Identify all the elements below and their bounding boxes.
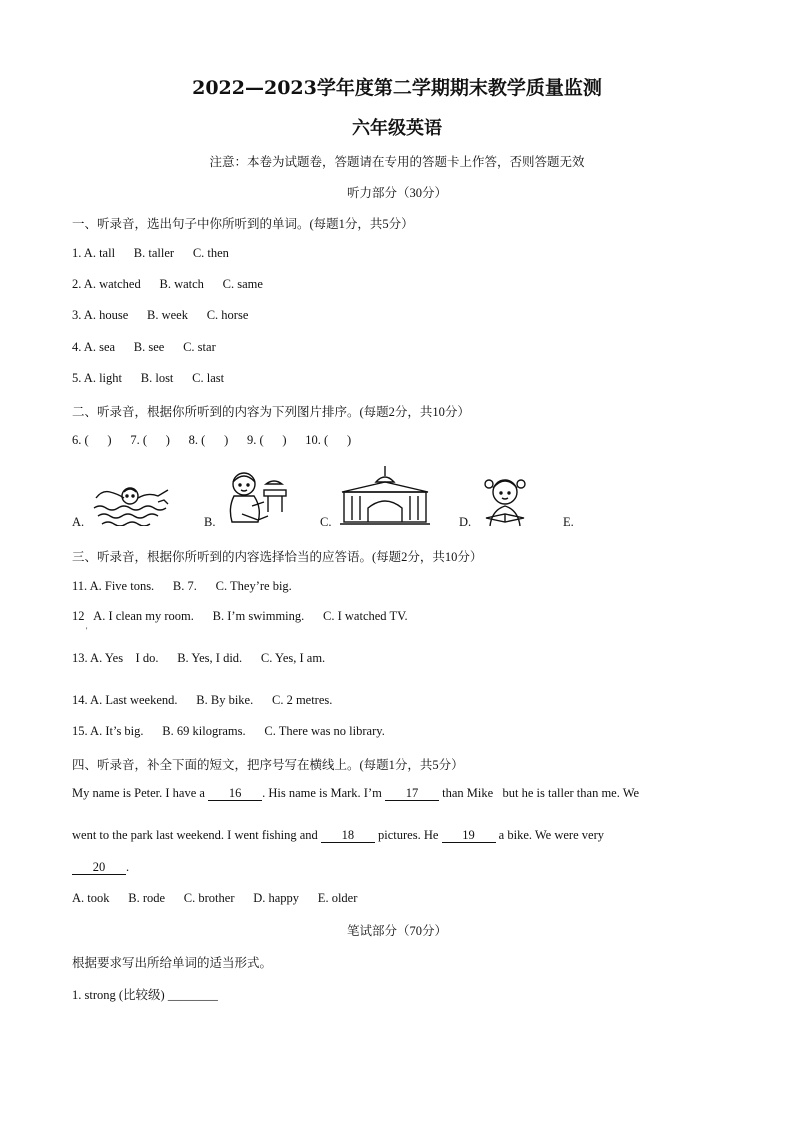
section2-heading: 二、听录音，根据你所听到的内容为下列图片排序。(每题2分，共10分） xyxy=(72,405,470,419)
blank-18: 18 xyxy=(321,828,375,843)
boy-reading-picture xyxy=(222,470,290,528)
passage-text: than Mike but he is taller than me. We xyxy=(438,786,640,800)
picture-label-d: D. xyxy=(459,515,472,529)
question-12: 12 A. I clean my room. B. I’m swimming. C. I watched TV. xyxy=(72,609,408,623)
swimming-boy-picture xyxy=(92,478,176,526)
passage-text: a bike. We were very xyxy=(495,828,604,842)
question-15: 15. A. It’s big. B. 69 kilograms. C. There was no library. xyxy=(72,724,385,738)
picture-label-a: A. xyxy=(72,515,85,529)
listening-part-heading: 听力部分（30分） xyxy=(346,186,447,200)
passage-text: . His name is Mark. I’m xyxy=(262,786,385,800)
passage-text: My name is Peter. I have a xyxy=(72,786,209,800)
blank-20: 20 xyxy=(72,860,126,875)
passage-text: pictures. He xyxy=(374,828,442,842)
question-2: 2. A. watched B. watch C. same xyxy=(72,277,263,291)
writing-instruction: 根据要求写出所给单词的适当形式。 xyxy=(72,956,273,970)
passage-text: went to the park last weekend. I went fishing and xyxy=(72,828,321,842)
section3-heading: 三、听录音，根据你所听到的内容选择恰当的应答语。(每题2分，共10分） xyxy=(72,550,483,564)
passage-text: . xyxy=(126,860,130,874)
section1-heading: 一、听录音，选出句子中你所听到的单词。(每题1分，共5分） xyxy=(72,217,414,231)
blank-17: 17 xyxy=(385,786,439,801)
picture-label-c: C. xyxy=(320,515,332,529)
question-3: 3. A. house B. week C. horse xyxy=(72,308,249,322)
question-13: 13. A. Yes I do. B. Yes, I did. C. Yes, I am. xyxy=(72,651,326,665)
question-4: 4. A. sea B. see C. star xyxy=(72,340,216,354)
blank-16: 16 xyxy=(208,786,262,801)
question-1: 1. A. tall B. taller C. then xyxy=(72,246,229,260)
question-5: 5. A. light B. lost C. last xyxy=(72,371,225,385)
writing-part-heading: 笔试部分（70分） xyxy=(346,924,447,938)
ordering-blanks: 6. ( ) 7. ( ) 8. ( ) 9. ( ) 10. ( ) xyxy=(72,433,352,447)
section4-options: A. took B. rode C. brother D. happy E. older xyxy=(72,891,358,905)
picture-label-b: B. xyxy=(204,515,216,529)
picture-label-e: E. xyxy=(563,515,574,529)
writing-question-1: 1. strong (比较级) ________ xyxy=(72,988,218,1002)
exam-notice: 注意：本卷为试题卷，答题请在专用的答题卡上作答，否则答题无效 xyxy=(209,155,585,169)
question-14: 14. A. Last weekend. B. By bike. C. 2 metres. xyxy=(72,693,333,707)
blank-19: 19 xyxy=(442,828,496,843)
girl-reading-picture xyxy=(476,474,534,528)
exam-subtitle: 六年级英语 xyxy=(352,118,442,139)
stray-mark: ' xyxy=(86,626,88,635)
section4-heading: 四、听录音，补全下面的短文，把序号写在横线上。(每题1分，共5分） xyxy=(72,758,464,772)
passage-line-1 xyxy=(72,786,639,801)
exam-title: 2022—2023学年度第二学期期末教学质量监测 xyxy=(192,77,602,99)
passage-line-3 xyxy=(72,860,129,875)
question-11: 11. A. Five tons. B. 7. C. They’re big. xyxy=(72,579,292,593)
passage-line-2 xyxy=(72,828,604,843)
building-picture xyxy=(338,464,432,526)
